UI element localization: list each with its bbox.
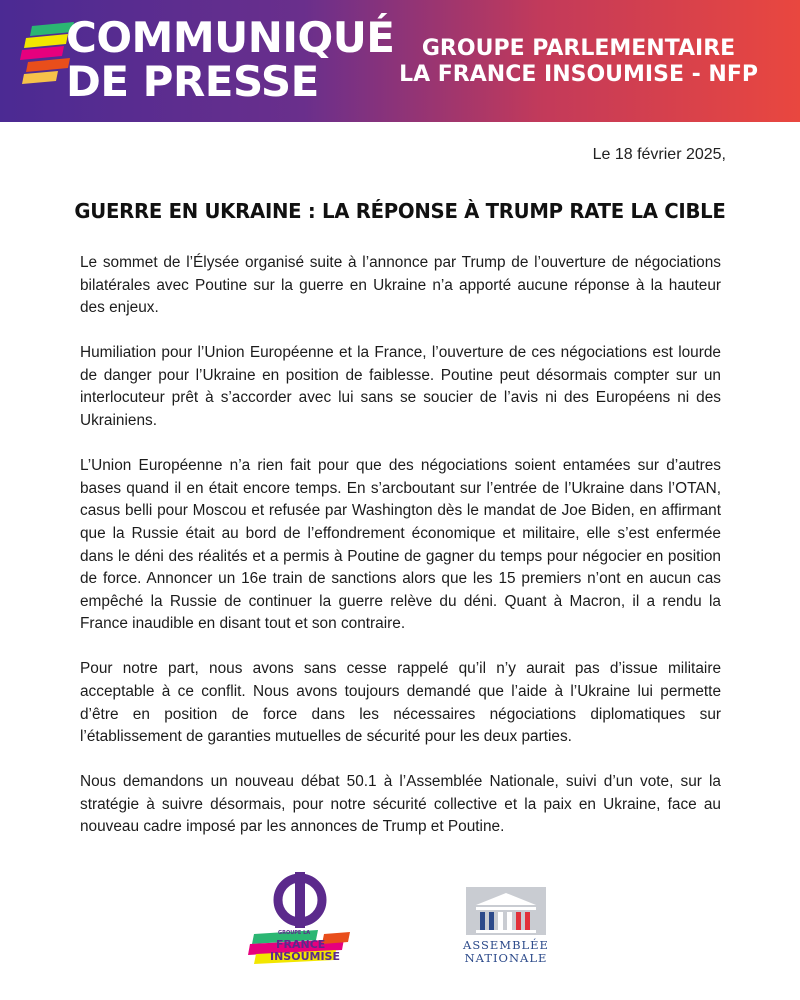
- paragraph: L’Union Européenne n’a rien fait pour que des négociations soient entamées sur d’autres bases quand il en était encore temps. En s’arcboutant sur l’entrée de l’Ukraine dans l’OTAN, casus belli pour Moscou et refusée par Washington dès le mandat de Joe Biden, en affirmant que la Russie était au bord de l’effondrement économique et militaire, elle s’est enfermée dans le déni des réalités et a permis à Poutine de gagner du temps pour négocier en position de force. Annoncer un 16e train de sanctions alors que les 15 premiers n’ont en aucun cas empêché la Russie de continuer la guerre relève du déni. Quant à Macron, il a rendu la France inaudible en disant tout et son contraire.: [80, 457, 721, 633]
- press-release-title: [66, 13, 395, 106]
- release-date: Le 18 février 2025,: [592, 146, 726, 163]
- paragraph: Pour notre part, nous avons sans cesse rappelé qu’il n’y aurait pas d’issue militaire acceptable à ce conflit. Nous avons toujours demandé que l’aide à l’Ukraine lui permette d’être en position de force dans les nécessaires négociations diplomatiques sur l’établissement de garanties mutuelles de sécurité pour les deux parties.: [80, 660, 721, 746]
- svg-text:FRANCE: FRANCE: [276, 938, 326, 951]
- lfi-group-logo: [248, 870, 352, 966]
- assemblee-building-icon: [460, 885, 552, 937]
- body-text: [80, 252, 721, 862]
- phi-logo-icon: [248, 870, 352, 966]
- assemblee-label-line1: ASSEMBLÉE: [463, 938, 549, 952]
- press-release-title-line2: DE PRESSE: [66, 57, 319, 106]
- svg-text:INSOUMISE: INSOUMISE: [270, 950, 340, 963]
- svg-text:GROUPE LA: GROUPE LA: [278, 930, 311, 936]
- parliamentary-group-name: [399, 36, 758, 88]
- paragraph: Nous demandons un nouveau débat 50.1 à l’Assemblée Nationale, suivi d’un vote, sur la stratégie à suivre désormais, pour notre sécurité collective et la paix en Ukraine, face au nouveau cadre imposé par les annonces de Trump et Poutine.: [80, 773, 721, 836]
- headline: GUERRE EN UKRAINE : LA RÉPONSE À TRUMP RATE LA CIBLE: [74, 199, 726, 223]
- paragraph: Humiliation pour l’Union Européenne et la France, l’ouverture de ces négociations est lourde de danger pour l’Ukraine en position de faiblesse. Poutine peut désormais compter sur un interlocuteur prêt à s’accorder avec lui sans se soucier de l’avis ni des Européens ni des Ukrainiens.: [80, 344, 721, 430]
- header-banner: [0, 0, 800, 122]
- press-release-title-line1: COMMUNIQUÉ: [66, 13, 395, 62]
- assemblee-nationale-logo: [460, 885, 552, 965]
- group-name-line1: GROUPE PARLEMENTAIRE: [421, 36, 736, 61]
- group-name-line2: LA FRANCE INSOUMISE - NFP: [399, 62, 758, 87]
- paragraph: Le sommet de l’Élysée organisé suite à l’annonce par Trump de l’ouverture de négociations bilatérales avec Poutine sur la guerre en Ukraine n’a apporté aucune réponse à la hauteur des enjeux.: [80, 254, 721, 317]
- assemblee-label-line2: NATIONALE: [464, 951, 548, 965]
